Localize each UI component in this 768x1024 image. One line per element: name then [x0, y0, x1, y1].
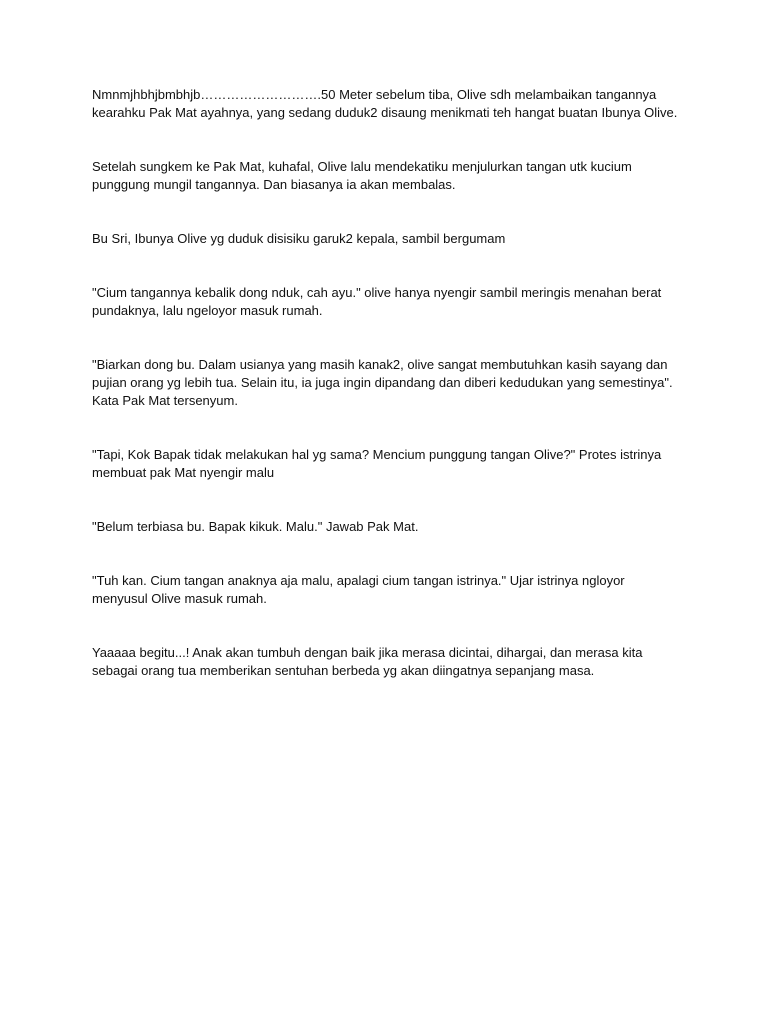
- paragraph-5: "Biarkan dong bu. Dalam usianya yang masih kanak2, olive sangat membutuhkan kasih sayang dan pujian orang yg lebih tua. Selain itu, ia juga ingin dipandang dan diberi kedudukan yang semestinya". Kata Pak Mat tersenyum.: [92, 357, 673, 408]
- paragraph-1: Nmnmjhbhjbmbhjb……………………….50 Meter sebelum tiba, Olive sdh melambaikan tangannya kearahku Pak Mat ayahnya, yang sedang duduk2 disaung menikmati teh hangat buatan Ibunya Olive.: [92, 87, 678, 120]
- paragraph-6: "Tapi, Kok Bapak tidak melakukan hal yg sama? Mencium punggung tangan Olive?" Protes istrinya membuat pak Mat nyengir malu: [92, 447, 662, 480]
- paragraph-8: "Tuh kan. Cium tangan anaknya aja malu, apalagi cium tangan istrinya." Ujar istrinya ngloyor menyusul Olive masuk rumah.: [92, 573, 625, 606]
- paragraph-7: "Belum terbiasa bu. Bapak kikuk. Malu." Jawab Pak Mat.: [92, 519, 419, 534]
- paragraph-4: "Cium tangannya kebalik dong nduk, cah ayu." olive hanya nyengir sambil meringis menahan berat pundaknya, lalu ngeloyor masuk rumah.: [92, 285, 662, 318]
- paragraph-9: Yaaaaa begitu...! Anak akan tumbuh dengan baik jika merasa dicintai, dihargai, dan merasa kita sebagai orang tua memberikan sentuhan berbeda yg akan diingatnya sepanjang masa.: [92, 645, 643, 678]
- paragraph-3: Bu Sri, Ibunya Olive yg duduk disisiku garuk2 kepala, sambil bergumam: [92, 231, 506, 246]
- document-body: [92, 86, 682, 716]
- paragraph-2: Setelah sungkem ke Pak Mat, kuhafal, Olive lalu mendekatiku menjulurkan tangan utk kucium punggung mungil tangannya. Dan biasanya ia akan membalas.: [92, 159, 632, 192]
